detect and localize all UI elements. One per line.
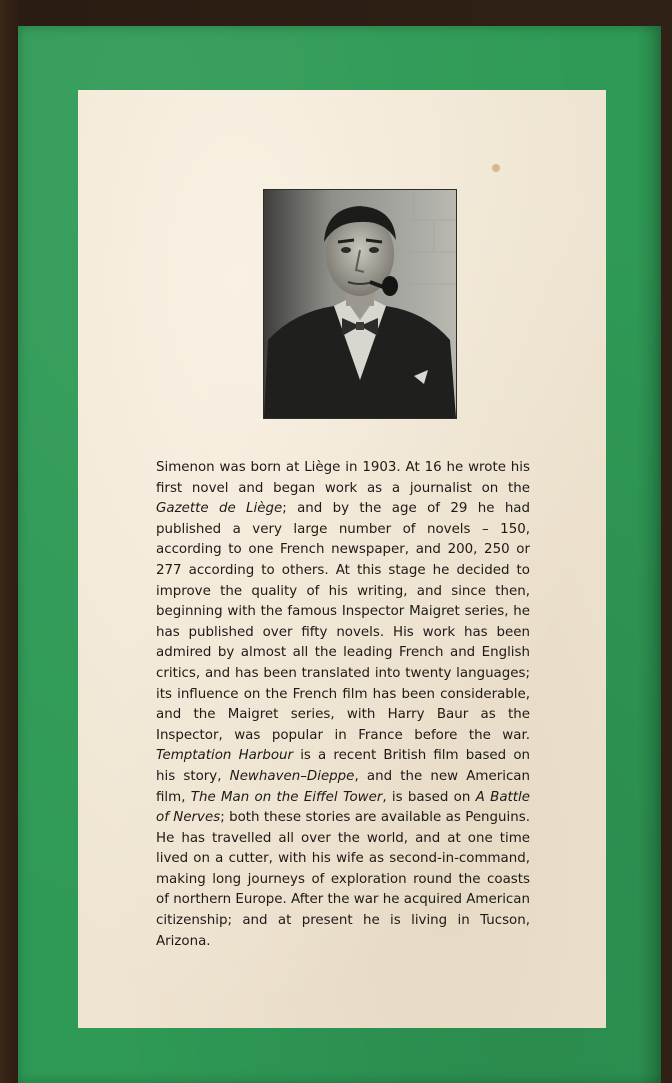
author-biography bbox=[156, 458, 530, 952]
book-back-cover bbox=[18, 26, 661, 1083]
cover-edge-shadow bbox=[637, 26, 661, 1083]
author-portrait-image bbox=[264, 190, 456, 418]
bio-text-segment: is a recent British film based on his story, bbox=[156, 748, 530, 784]
paper-stain bbox=[492, 164, 500, 172]
bio-text-segment: , is based on bbox=[382, 789, 476, 805]
bio-text-segment: , and the new American film, bbox=[156, 768, 530, 805]
bio-title-italic: The Man on the Eiffel Tower bbox=[190, 789, 383, 805]
bio-title-italic: Gazette de Liège bbox=[156, 501, 283, 517]
bio-title-italic: A Battle of Nerves bbox=[156, 789, 530, 826]
text-panel bbox=[78, 90, 606, 1028]
author-portrait bbox=[264, 190, 456, 418]
bio-title-italic: Temptation Harbour bbox=[156, 748, 294, 764]
bio-title-italic: Newhaven–Dieppe bbox=[229, 768, 355, 784]
bio-text-segment: ; both these stories are available as Penguins. He has travelled all over the world, and at one time lived on a cutter, with his wife as second-in-command, making long journeys of exploration round the coasts of northern Europe. After the war he acquired American citizenship; and at present he is living in Tucson, Arizona. bbox=[156, 810, 530, 949]
bio-text-segment: ; and by the age of 29 he had published a very large number of novels – 150, according to one French newspaper, and 200, 250 or 277 according to others. At this stage he decided to improve the quality of his writing, and since then, beginning with the famous Inspector Maigret series, he has published over fifty novels. His work has been admired by almost all the leading French and English critics, and has been translated into twenty languages; its influence on the French film has been considerable, and the Maigret series, with Harry Baur as the Inspector, was popular in France before the war. bbox=[156, 501, 531, 743]
bio-text-segment: Simenon was born at Liège in 1903. At 16 he wrote his first novel and began work as a journalist on the bbox=[156, 460, 530, 496]
